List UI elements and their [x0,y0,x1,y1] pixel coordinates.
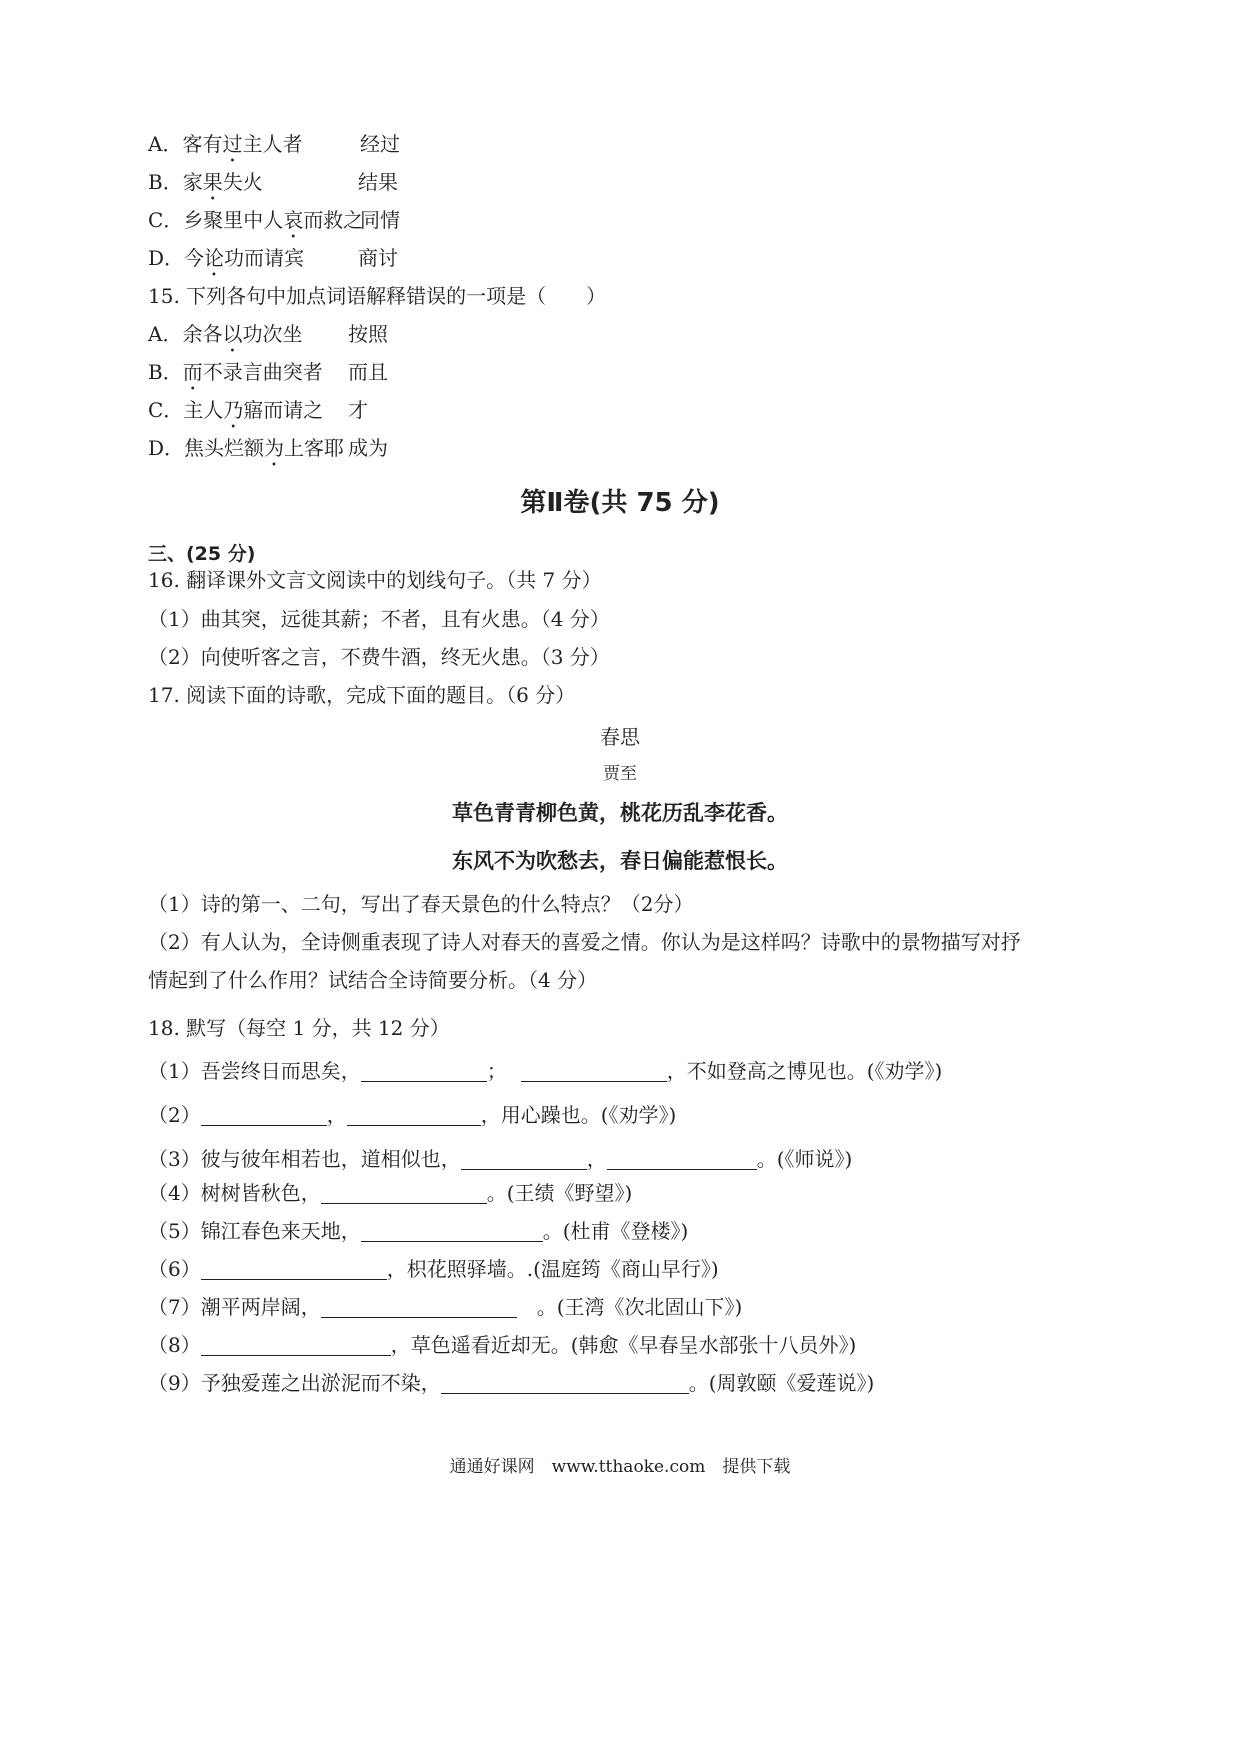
dotted-word: 过 [222,132,243,156]
dotted-word: 乃 [223,398,244,422]
answer-blank[interactable] [521,1061,667,1082]
option-definition: 成为 [348,436,388,460]
option-letter: B． [148,170,183,194]
dotted-word: 为 [264,436,285,460]
q14-option-a [148,131,400,167]
q14-option-b [148,169,398,205]
item-text: 。(王绩《野望》) [486,1181,633,1205]
option-letter: D． [148,246,185,270]
option-definition: 按照 [348,322,388,346]
option-letter: C． [148,398,184,422]
option-letter: A． [148,132,183,156]
section-heading: 三、(25 分) [148,543,256,565]
q15-stem: 15. 下列各句中加点词语解释错误的一项是（ ） [148,284,607,308]
poem-author: 贾至 [603,764,637,784]
option-text: 而救之 [303,208,364,232]
option-definition: 经过 [360,132,400,156]
q15-option-c [148,397,368,433]
q17-question-2-cont: 情起到了什么作用？试结合全诗简要分析。（4 分） [148,968,598,992]
option-letter: D． [148,436,185,460]
answer-blank[interactable] [201,1335,391,1356]
item-text: 。(杜甫《登楼》) [542,1219,689,1243]
item-text: ，不如登高之博见也。(《劝学》) [666,1059,943,1083]
q18-item-9 [148,1370,874,1396]
item-text: 。(周敦颐《爱莲说》) [688,1371,875,1395]
option-text: 家 [182,170,203,194]
page-footer: 通通好课网 www.tthaoke.com 提供下载 [449,1457,791,1477]
item-text: ； [486,1059,507,1083]
item-text: 吾尝终日而思矣， [200,1059,361,1083]
answer-blank[interactable] [347,1105,481,1126]
answer-blank[interactable] [361,1061,487,1082]
q16-item-1: （1）曲其突，远徙其薪；不者，且有火患。（4 分） [148,607,610,631]
item-number: （3） [148,1147,201,1171]
option-text: 客有 [182,132,223,156]
option-letter: C． [148,208,184,232]
q16-stem: 16. 翻译课外文言文阅读中的划线句子。（共 7 分） [148,568,602,592]
option-text: 主人 [183,398,224,422]
poem-line-1: 草色青青柳色黄，桃花历乱李花香。 [452,801,788,825]
item-text: 锦江春色来天地， [200,1219,361,1243]
option-text: 不录言曲突者 [202,360,323,384]
answer-blank[interactable] [321,1183,487,1204]
item-number: （1） [148,1059,201,1083]
item-text: 彼与彼年相若也，道相似也， [200,1147,461,1171]
option-text: 余各 [182,322,223,346]
item-number: （8） [148,1333,201,1357]
dotted-word: 而 [182,360,203,384]
volume-title: 第Ⅱ卷(共 75 分) [520,488,720,518]
item-text: ，草色遥看近却无。(韩愈《早春呈水部张十八员外》) [390,1333,857,1357]
q18-item-2 [148,1102,676,1128]
item-number: （7） [148,1295,201,1319]
option-text: 主人者 [242,132,303,156]
item-text: 树树皆秋色， [200,1181,321,1205]
answer-blank[interactable] [321,1297,517,1318]
item-text: 。(《师说》) [756,1147,853,1171]
answer-blank[interactable] [201,1105,327,1126]
option-text: 寤而请之 [243,398,324,422]
option-text: 功次坐 [242,322,303,346]
option-text: 功而请宾 [224,246,305,270]
q16-item-2: （2）向使听客之言，不费牛酒，终无火患。（3 分） [148,645,610,669]
dotted-word: 以 [222,322,243,346]
item-number: （5） [148,1219,201,1243]
poem-line-2: 东风不为吹愁去，春日偏能惹恨长。 [452,849,788,873]
option-text: 乡聚里中人 [183,208,284,232]
q15-option-b [148,359,388,395]
q17-question-2: （2）有人认为，全诗侧重表现了诗人对春天的喜爱之情。你认为是这样吗？诗歌中的景物描写对抒 [148,930,1021,954]
option-text: 失火 [222,170,263,194]
dotted-word: 哀 [283,208,304,232]
q18-item-5 [148,1218,688,1244]
item-number: （2） [148,1103,201,1127]
item-text: ，枳花照驿墙。.(温庭筠《商山早行》) [386,1257,719,1281]
option-text: 上客耶 [284,436,345,460]
option-definition: 才 [348,398,368,422]
option-letter: B． [148,360,183,384]
q15-option-d [148,435,388,471]
dotted-word: 果 [202,170,223,194]
poem-title: 春思 [600,725,640,749]
q14-option-d [148,245,398,281]
answer-blank[interactable] [607,1149,757,1170]
q18-item-3 [148,1146,852,1172]
option-definition: 商讨 [358,246,398,270]
item-text: 。(王湾《次北固山下》) [516,1295,743,1319]
q15-option-a [148,321,388,357]
item-text: ，用心躁也。(《劝学》) [480,1103,677,1127]
q18-stem: 18. 默写（每空 1 分，共 12 分） [148,1016,450,1040]
answer-blank[interactable] [461,1149,587,1170]
q18-item-4 [148,1180,632,1206]
q18-item-6 [148,1256,719,1282]
answer-blank[interactable] [441,1373,689,1394]
item-number: （4） [148,1181,201,1205]
option-definition: 结果 [358,170,398,194]
option-letter: A． [148,322,183,346]
item-number: （9） [148,1371,201,1395]
answer-blank[interactable] [201,1259,387,1280]
answer-blank[interactable] [361,1221,543,1242]
option-text: 焦头烂额 [184,436,265,460]
option-definition: 同情 [360,208,400,232]
q17-question-1: （1）诗的第一、二句，写出了春天景色的什么特点？（2分） [148,892,694,916]
item-text: ， [326,1103,347,1127]
item-text: ， [586,1147,607,1171]
q18-item-7 [148,1294,742,1320]
q17-stem: 17. 阅读下面的诗歌，完成下面的题目。（6 分） [148,683,576,707]
q18-item-8 [148,1332,856,1358]
option-definition: 而且 [348,360,388,384]
item-text: 潮平两岸阔， [200,1295,321,1319]
dotted-word: 论 [204,246,225,270]
item-number: （6） [148,1257,201,1281]
item-text: 予独爱莲之出淤泥而不染， [200,1371,441,1395]
q18-item-1 [148,1058,942,1084]
q14-option-c [148,207,400,243]
option-text: 今 [184,246,205,270]
